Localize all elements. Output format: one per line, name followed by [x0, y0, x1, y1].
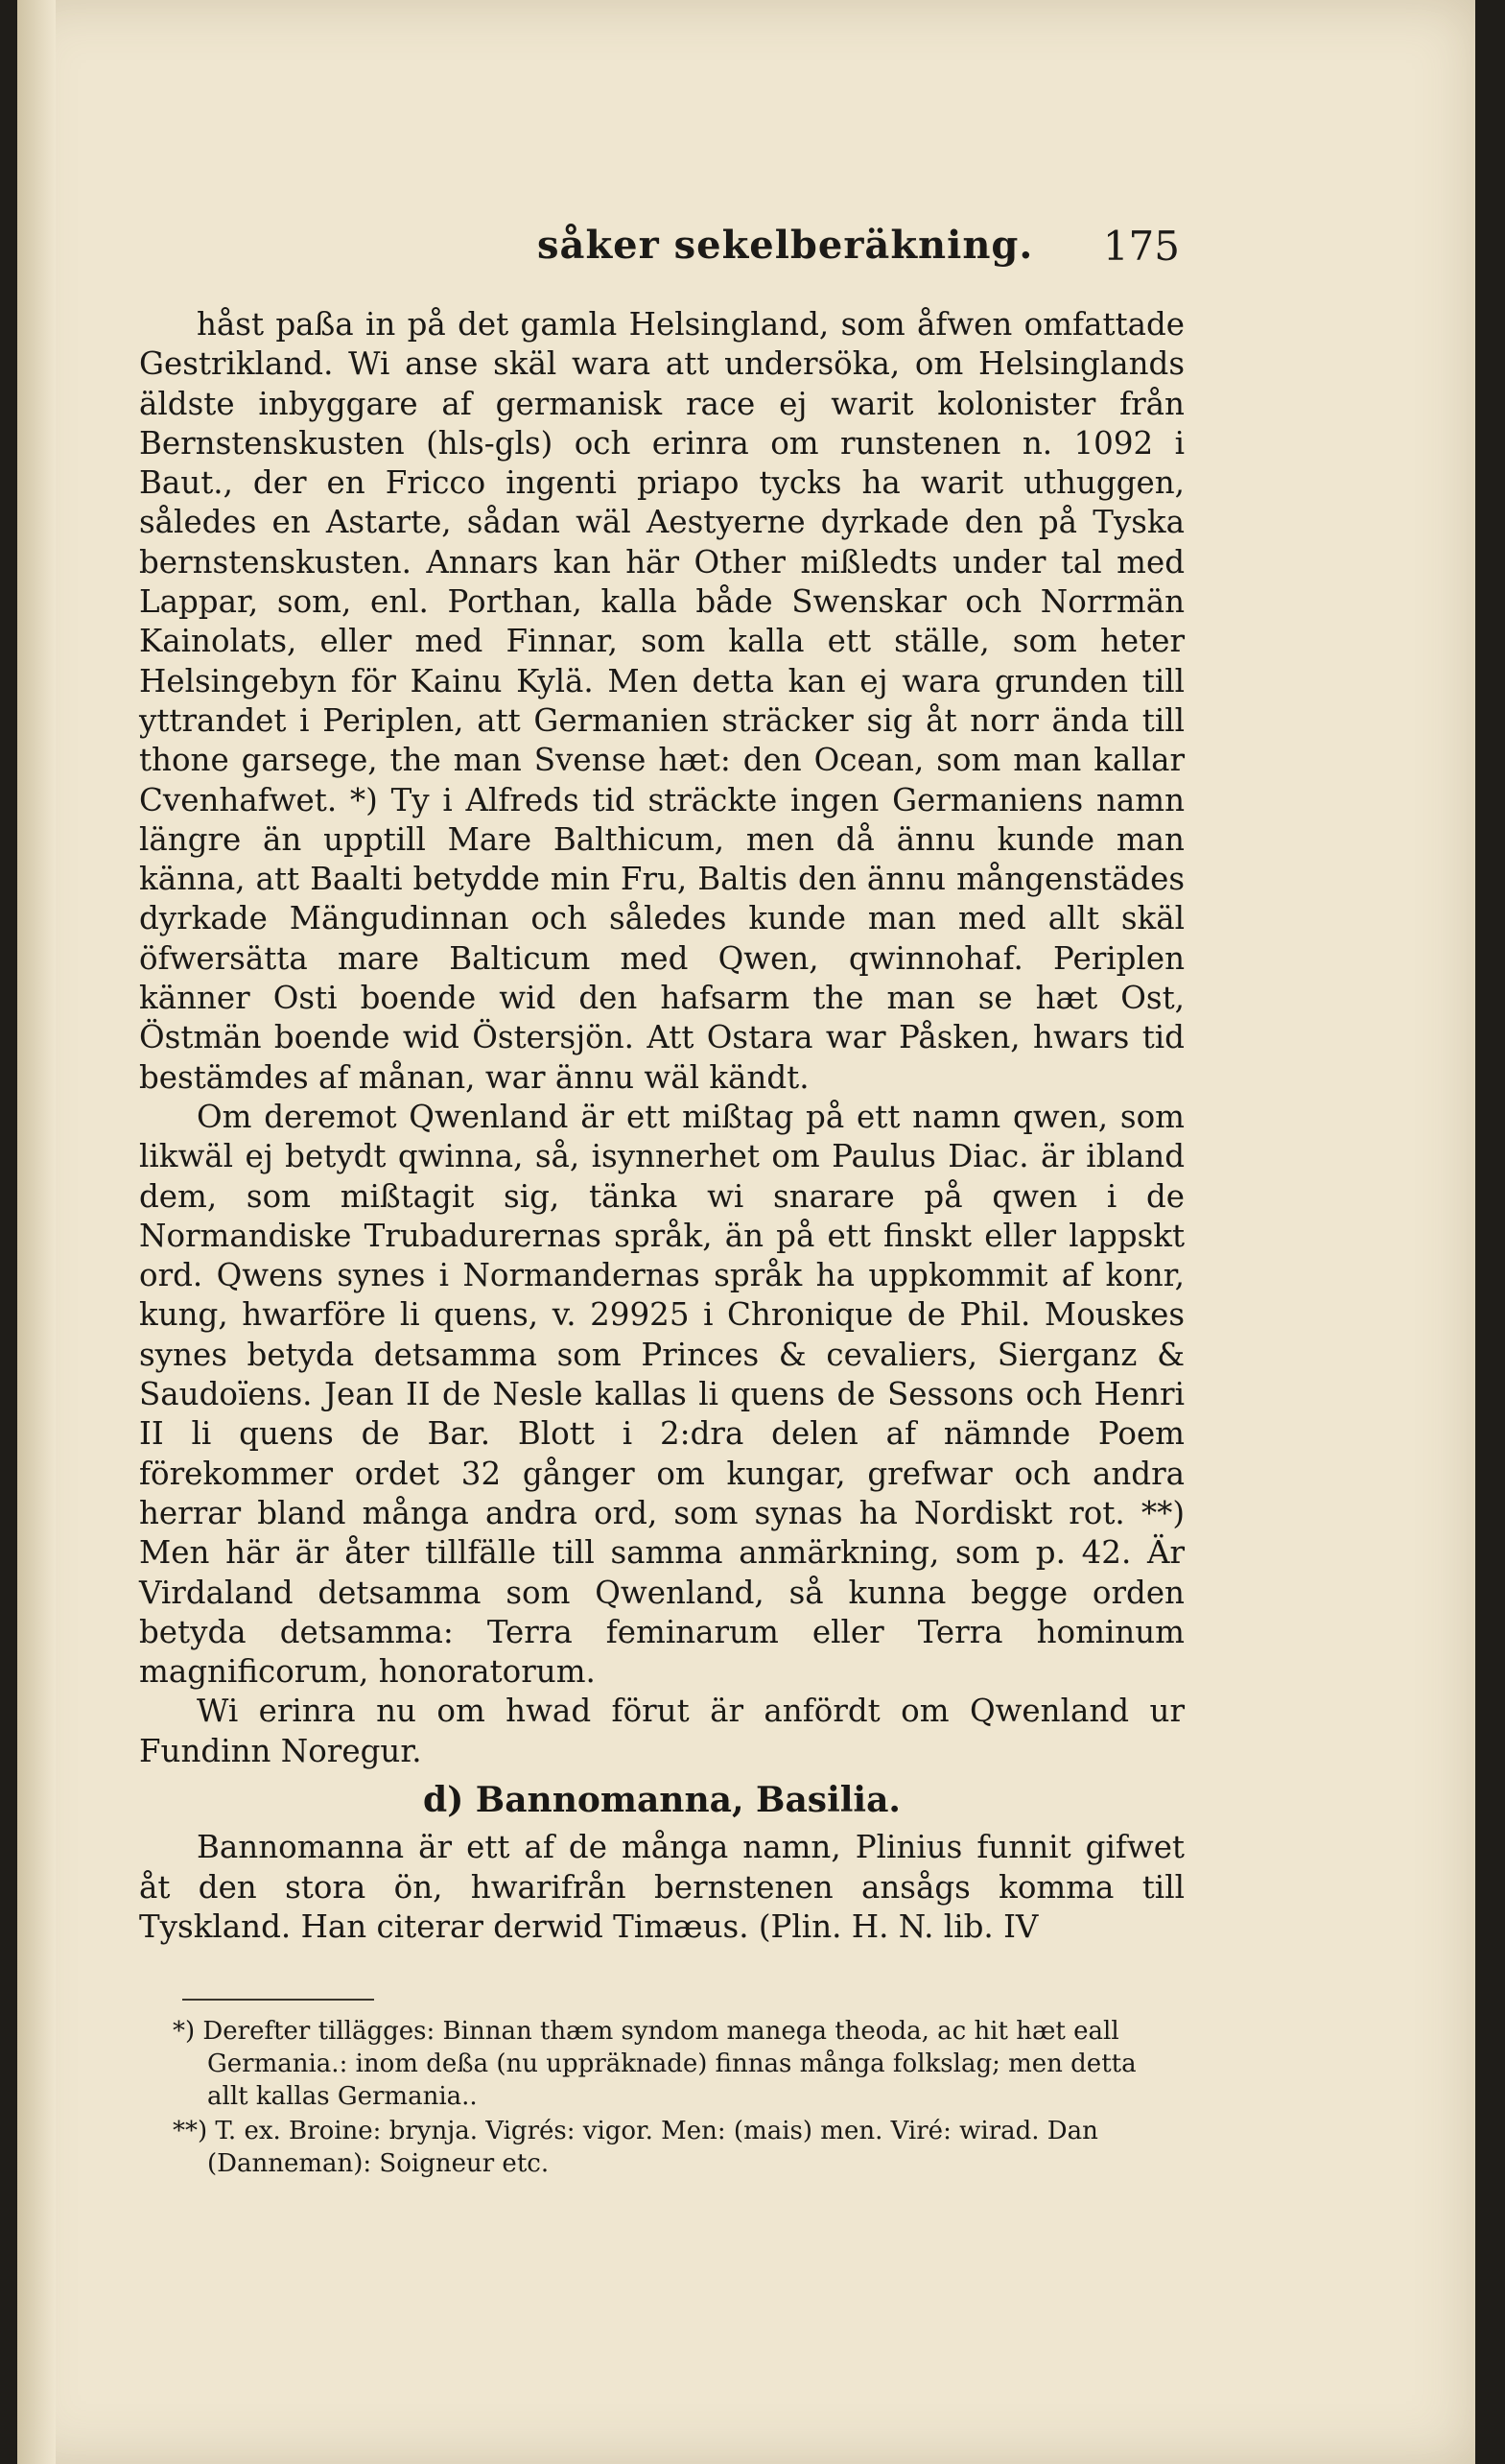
paragraph: Bannomanna är ett af de många namn, Plinius funnit gifwet åt den stora ön, hwarifrån bernstenen ansågs komma till Tyskland. Han citerar derwid Timæus. (Plin. H. N. lib. IV [139, 1829, 1185, 1945]
footnote: **) T. ex. Broine: brynja. Vigrés: vigor. Men: (mais) men. Viré: wirad. Dan (Danneman): Soigneur etc. [173, 2117, 1098, 2178]
page-gutter [17, 0, 56, 2464]
footnotes [173, 2015, 1180, 2182]
body-text [139, 305, 1185, 1947]
paragraph: Om deremot Qwenland är ett mißtag på ett namn qwen, som likwäl ej betydt qwinna, så, isynnerhet om Paulus Diac. är ibland dem, som mißtagit sig, tänka wi snarare på qwen i de Normandiske Trubadurernas språk, än på ett finskt eller lappskt ord. Qwens synes i Normandernas språk ha uppkommit af konr, kung, hwarföre li quens, v. 29925 i Chronique de Phil. Mouskes synes betyda detsamma som Princes & cevaliers, Sierganz & Saudoïens. Jean II de Nesle kallas li quens de Sessons och Henri II li quens de Bar. Blott i 2:dra delen af nämnde Poem förekommer ordet 32 gånger om kungar, grefwar och andra herrar bland många andra ord, som synas ha Nordiskt rot. **) Men här är åter tillfälle till samma anmärkning, som p. 42. Är Virdaland detsamma som Qwenland, så kunna begge orden betyda detsamma: Terra feminarum eller Terra hominum magnificorum, honoratorum. [139, 1098, 1185, 1691]
paragraph: håst paßa in på det gamla Helsingland, som åfwen omfattade Gestrikland. Wi anse skäl wara att undersöka, om Helsinglands äldste inbyggare af germanisk race ej warit kolonister från Bernstenskusten (hls-gls) och erinra om runstenen n. 1092 i Baut., der en Fricco ingenti priapo tycks ha warit uthuggen, således en Astarte, sådan wäl Aestyerne dyrkade den på Tyska bernstenskusten. Annars kan här Other mißledts under tal med Lappar, som, enl. Porthan, kalla både Swenskar och Norrmän Kainolats, eller med Finnar, som kalla ett ställe, som heter Helsingebyn för Kainu Kylä. Men detta kan ej wara grunden till yttrandet i Periplen, att Germanien sträcker sig åt norr ända till thone garsege, the man Svense hæt: den Ocean, som man kallar Cvenhafwet. *) Ty i Alfreds tid sträckte ingen Germaniens namn längre än upptill Mare Balthicum, men då ännu kunde man känna, att Baalti betydde min Fru, Baltis den ännu mångenstädes dyrkade Mängudinnan och således kunde man med allt skäl öfwersätta mare Balticum med Qwen, qwinnohaf. Periplen känner Osti boende wid den hafsarm the man se hæt Ost, Östmän boende wid Östersjön. Att Ostara war Påsken, hwars tid bestämdes af månan, war ännu wäl kändt. [139, 306, 1185, 1096]
page-header [134, 223, 1180, 280]
footnote-rule [182, 1999, 374, 2001]
paragraph: Wi erinra nu om hwad förut är anfördt om Qwenland ur Fundinn Noregur. [139, 1693, 1185, 1769]
footnote: *) Derefter tillägges: Binnan thæm syndom manega theoda, ac hit hæt eall Germania.: inom deßa (nu uppräknade) finnas många folkslag; men detta allt kallas Germania.. [173, 2017, 1137, 2111]
running-head: såker sekelberäkning. [537, 223, 1034, 268]
section-heading: d) Bannomanna, Basilia. [423, 1779, 901, 1820]
page-number: 175 [1102, 223, 1180, 270]
